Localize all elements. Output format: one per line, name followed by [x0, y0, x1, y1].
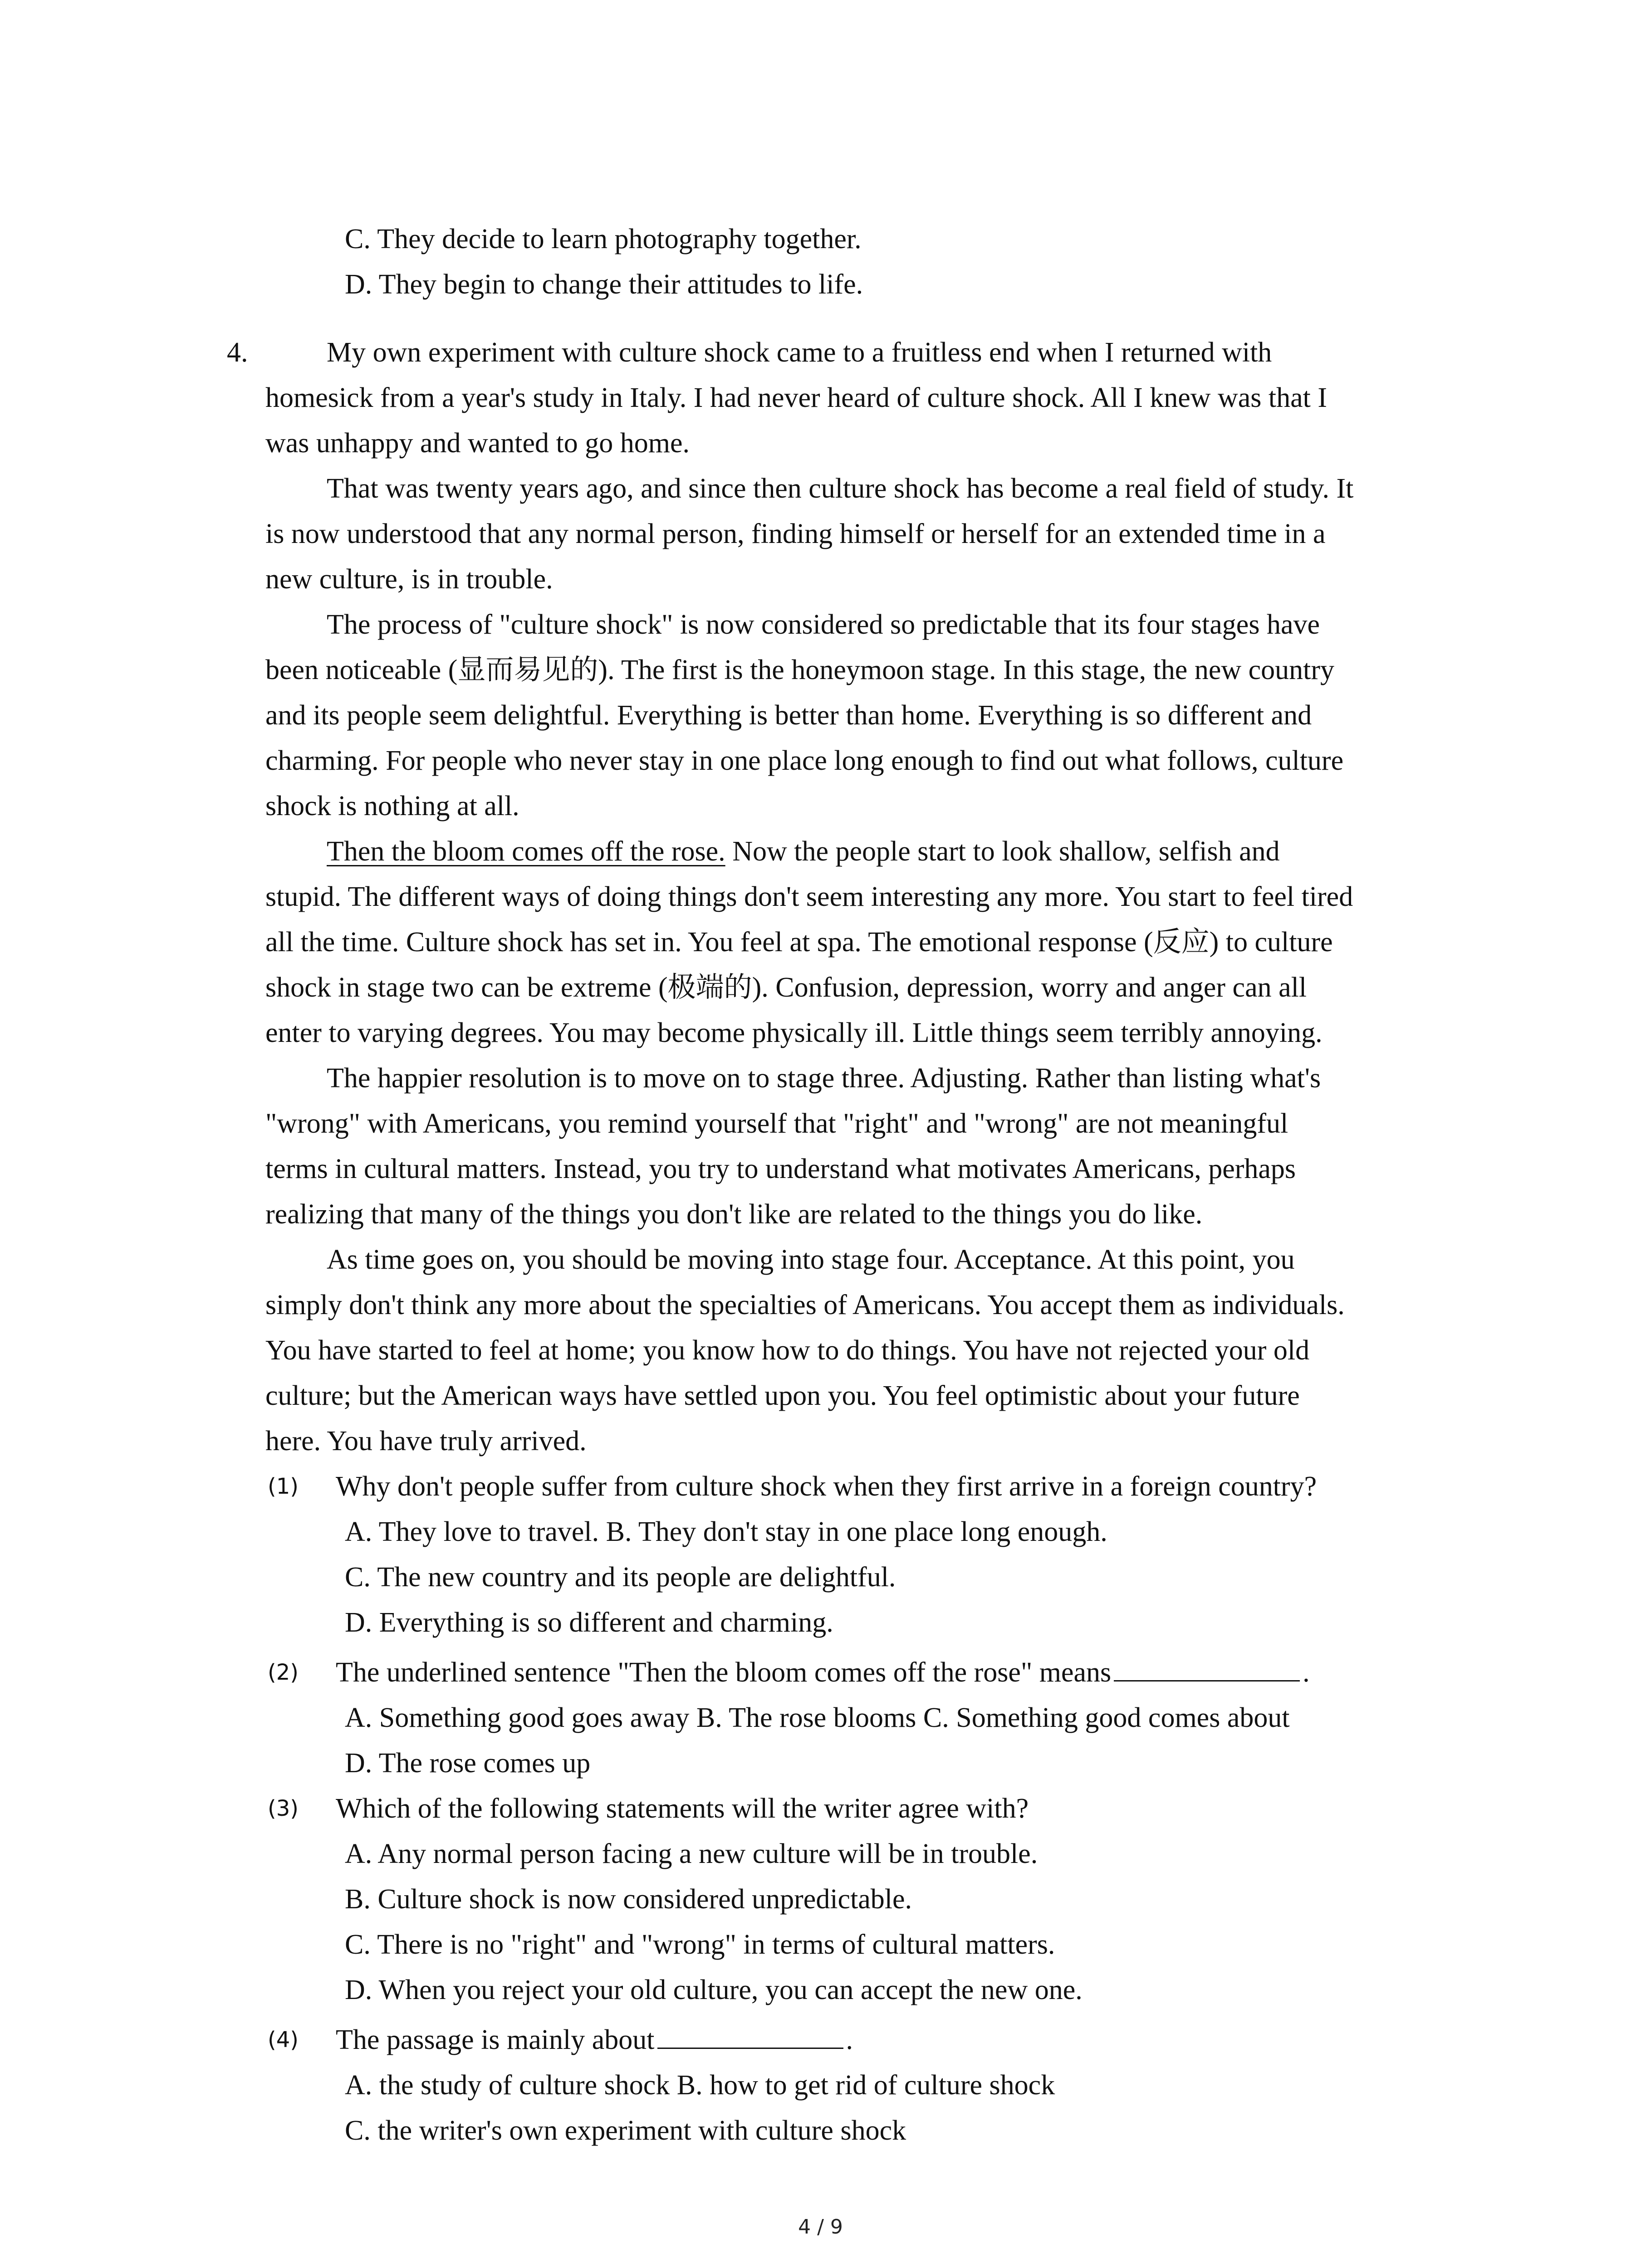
passage-line-rest: Now the people start to look shallow, selfish and: [732, 836, 1280, 867]
answer-option: D. When you reject your old culture, you can accept the new one.: [345, 1975, 1083, 2005]
passage-line: culture; but the American ways have settled upon you. You feel optimistic about your future: [265, 1380, 1300, 1411]
passage-line: new culture, is in trouble.: [265, 564, 553, 595]
question-text-content: The passage is mainly about: [336, 2024, 655, 2055]
question-number: (3): [268, 1796, 299, 1821]
passage-line: was unhappy and wanted to go home.: [265, 428, 690, 459]
passage-line: The process of "culture shock" is now considered so predictable that its four stages have: [327, 609, 1320, 640]
answer-option: A. Something good goes away B. The rose blooms C. Something good comes about: [345, 1702, 1290, 1733]
prev-option-c: C. They decide to learn photography together.: [345, 224, 862, 254]
passage-line: realizing that many of the things you don't like are related to the things you do like.: [265, 1199, 1203, 1230]
passage-line: That was twenty years ago, and since then culture shock has become a real field of study. It: [327, 473, 1354, 504]
passage-line: "wrong" with Americans, you remind yourself that "right" and "wrong" are not meaningful: [265, 1108, 1288, 1139]
item-number: 4.: [227, 337, 248, 368]
passage-line: and its people seem delightful. Everything is better than home. Everything is so different and: [265, 700, 1312, 731]
passage-line: shock in stage two can be extreme (极端的). Confusion, depression, worry and anger can all: [265, 972, 1307, 1003]
passage-line: My own experiment with culture shock came to a fruitless end when I returned with: [327, 337, 1272, 368]
passage-line: been noticeable (显而易见的). The first is the honeymoon stage. In this stage, the new country: [265, 655, 1334, 685]
question-text: The passage is mainly about .: [336, 2022, 853, 2058]
passage-line: enter to varying degrees. You may become physically ill. Little things seem terribly annoying.: [265, 1017, 1323, 1048]
passage-line: terms in cultural matters. Instead, you try to understand what motivates Americans, perhaps: [265, 1154, 1296, 1184]
answer-option: A. Any normal person facing a new culture will be in trouble.: [345, 1838, 1038, 1869]
underlined-sentence: Then the bloom comes off the rose.: [327, 836, 725, 867]
page-number: 4 / 9: [798, 2215, 843, 2239]
passage-line: The happier resolution is to move on to stage three. Adjusting. Rather than listing what's: [327, 1063, 1321, 1094]
passage-line: here. You have truly arrived.: [265, 1426, 587, 1457]
answer-option: D. The rose comes up: [345, 1748, 591, 1779]
answer-blank: [657, 2023, 843, 2049]
question-number: (4): [268, 2027, 299, 2053]
passage-line: charming. For people who never stay in one place long enough to find out what follows, culture: [265, 745, 1344, 776]
passage-line: homesick from a year's study in Italy. I had never heard of culture shock. All I knew was that I: [265, 382, 1327, 413]
answer-option: A. the study of culture shock B. how to get rid of culture shock: [345, 2070, 1055, 2101]
passage-line: As time goes on, you should be moving into stage four. Acceptance. At this point, you: [327, 1244, 1295, 1275]
passage-line: simply don't think any more about the specialties of Americans. You accept them as individuals.: [265, 1290, 1345, 1320]
answer-option: D. Everything is so different and charming.: [345, 1607, 833, 1638]
passage-line: all the time. Culture shock has set in. You feel at spa. The emotional response (反应) to culture: [265, 927, 1333, 958]
answer-option: A. They love to travel. B. They don't stay in one place long enough.: [345, 1516, 1107, 1547]
passage-line: [327, 833, 1280, 870]
passage-line: is now understood that any normal person, finding himself or herself for an extended time in a: [265, 518, 1326, 549]
answer-option: C. The new country and its people are delightful.: [345, 1562, 896, 1593]
question-text: The underlined sentence "Then the bloom comes off the rose" means .: [336, 1654, 1310, 1691]
prev-option-d: D. They begin to change their attitudes to life.: [345, 269, 863, 300]
passage-line: shock is nothing at all.: [265, 791, 519, 821]
passage-line: stupid. The different ways of doing things don't seem interesting any more. You start to feel tired: [265, 881, 1353, 912]
question-text-content: The underlined sentence "Then the bloom comes off the rose" means: [336, 1657, 1112, 1688]
question-text: Why don't people suffer from culture shock when they first arrive in a foreign country?: [336, 1471, 1317, 1502]
question-number: (1): [268, 1474, 299, 1499]
answer-blank: [1114, 1655, 1300, 1681]
answer-option: C. the writer's own experiment with culture shock: [345, 2115, 906, 2146]
answer-option: B. Culture shock is now considered unpredictable.: [345, 1884, 912, 1915]
question-text: Which of the following statements will the writer agree with?: [336, 1793, 1029, 1824]
answer-option: C. There is no "right" and "wrong" in terms of cultural matters.: [345, 1929, 1055, 1960]
passage-line: You have started to feel at home; you know how to do things. You have not rejected your old: [265, 1335, 1310, 1366]
question-number: (2): [268, 1660, 299, 1685]
